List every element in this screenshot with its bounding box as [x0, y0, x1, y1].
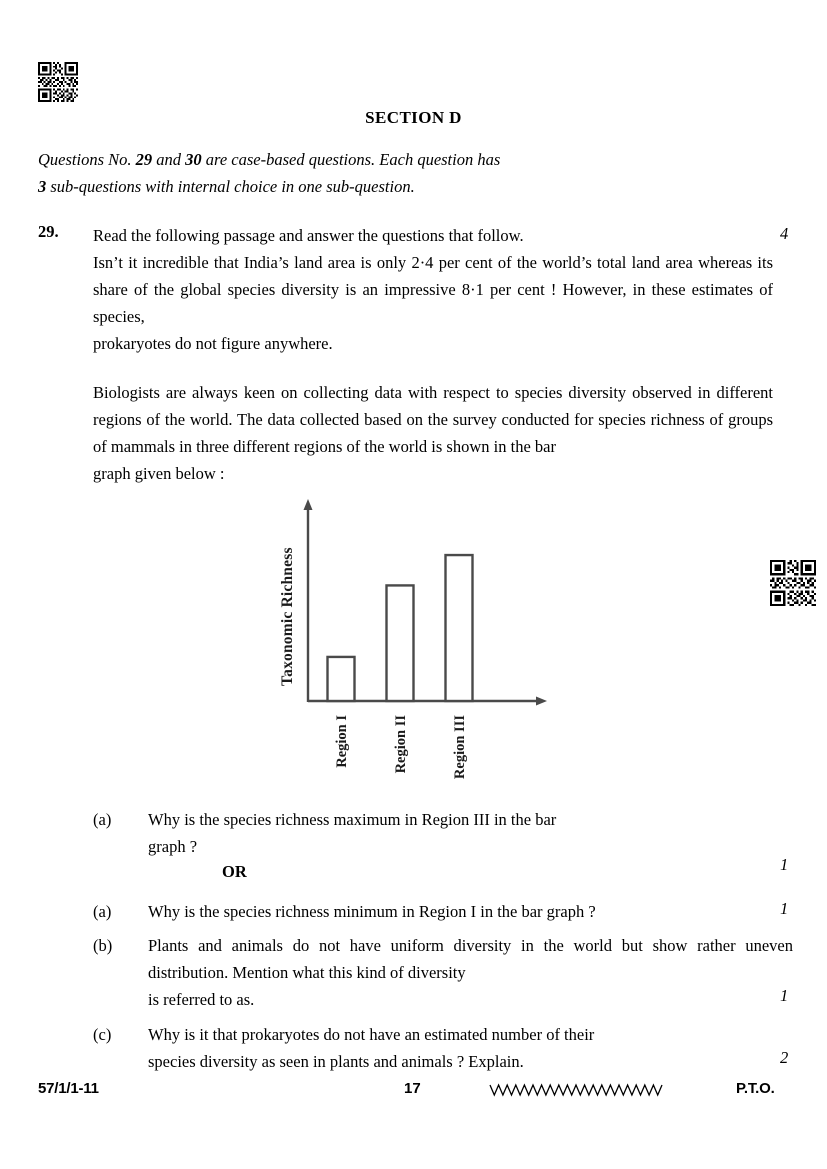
subquestion-c-text-main: Why is it that prokaryotes do not have an estimated number of their: [148, 1025, 595, 1044]
passage-paragraph-1: [93, 249, 773, 357]
subquestion-c: [93, 1021, 827, 1075]
category-label-2: Region II: [393, 715, 409, 774]
subquestion-a-first-text-line1: Why is the species richness maximum in Region III in the bar: [148, 810, 557, 829]
passage-paragraph-2: [93, 379, 773, 487]
subquestion-a-first-text: [148, 806, 793, 860]
page-footer: [0, 1080, 827, 1106]
subquestion-a-second: [93, 898, 827, 925]
instructions-question-num-30: 30: [185, 150, 202, 169]
instructions-line-1: [38, 146, 735, 173]
x-axis-arrowhead: [536, 697, 547, 706]
marks-question-29: 4: [780, 224, 789, 243]
subquestion-b-label: (b): [93, 936, 113, 955]
question-number: 29.: [38, 222, 59, 241]
qr-code-icon: [38, 62, 78, 102]
instructions-line-2: [38, 173, 735, 200]
subquestion-a-first: [93, 806, 827, 860]
subquestion-b-text-main: Plants and animals do not have uniform diversity in the world but show rather uneven distribution. Mention what this kind of diversity: [148, 936, 793, 982]
marks-subquestion-c: 2: [780, 1048, 789, 1067]
subquestion-a-first-text-line2: graph ?: [148, 837, 198, 856]
subquestion-a-second-text-line1: Why is the species richness minimum in Region I in the bar graph ?: [148, 902, 596, 921]
footer-paper-code: 57/1/1-11: [38, 1080, 99, 1097]
subquestion-a-second-text: [148, 898, 793, 925]
y-axis-label: Taxonomic Richness: [279, 547, 296, 686]
passage-paragraph-2-lastline: graph given below :: [93, 464, 225, 483]
subquestion-b: [93, 932, 827, 1013]
subquestion-c-label: (c): [93, 1025, 112, 1044]
bar-2: [387, 585, 414, 701]
section-heading: SECTION D: [365, 108, 462, 127]
subquestion-a-first-label: (a): [93, 810, 112, 829]
subquestion-c-text: [148, 1021, 793, 1075]
marks-subquestion-a-second: 1: [780, 899, 789, 918]
footer-page-number: 17: [404, 1080, 421, 1097]
bar-chart-svg: [272, 496, 572, 808]
or-separator-label: OR: [222, 862, 247, 881]
instructions-text-1: Questions No.: [38, 150, 136, 169]
bar-1: [328, 657, 355, 701]
instructions-text-4: sub-questions with internal choice in one sub-question.: [46, 177, 415, 196]
marks-subquestion-a-first: 1: [780, 855, 789, 874]
question-lead-text: Read the following passage and answer the questions that follow.: [93, 226, 524, 245]
instructions-subquestion-count: 3: [38, 177, 47, 196]
subquestion-c-text-lastline: species diversity as seen in plants and animals ? Explain.: [148, 1052, 524, 1071]
qr-code-icon-margin: [770, 560, 816, 606]
passage-paragraph-2-text: Biologists are always keen on collecting data with respect to species diversity observed in different regions of the world. The data collected based on the survey conducted for species richness of groups of mammals in three different regions of the world is shown in the bar: [93, 383, 773, 456]
bar-chart: [272, 496, 572, 808]
instructions-text-3: are case-based questions. Each question has: [201, 150, 501, 169]
subquestion-b-text: [148, 932, 793, 1013]
instructions-question-num-29: 29: [135, 150, 153, 169]
zigzag-ornament-icon: [489, 1082, 664, 1098]
instructions-text-2: and: [152, 150, 186, 169]
y-axis-arrowhead: [304, 499, 313, 510]
bar-3: [446, 555, 473, 701]
instructions-block: [38, 146, 735, 200]
marks-subquestion-b: 1: [780, 986, 789, 1005]
chart-category-labels-group: [334, 715, 468, 779]
passage-paragraph-1-lastline: prokaryotes do not figure anywhere.: [93, 334, 333, 353]
chart-bars-group: [328, 555, 473, 701]
category-label-3: Region III: [452, 715, 468, 780]
passage-paragraph-1-text: Isn’t it incredible that India’s land area is only 2·4 per cent of the world’s total land area whereas its share of the global species diversity is an impressive 8·1 per cent ! However, in these estimates of species,: [93, 253, 773, 326]
footer-pto-label: P.T.O.: [736, 1080, 775, 1097]
subquestion-a-second-label: (a): [93, 902, 112, 921]
category-label-1: Region I: [334, 715, 350, 768]
subquestion-b-text-lastline: is referred to as.: [148, 990, 255, 1009]
question-body: [93, 222, 773, 487]
question-29: [38, 222, 798, 487]
